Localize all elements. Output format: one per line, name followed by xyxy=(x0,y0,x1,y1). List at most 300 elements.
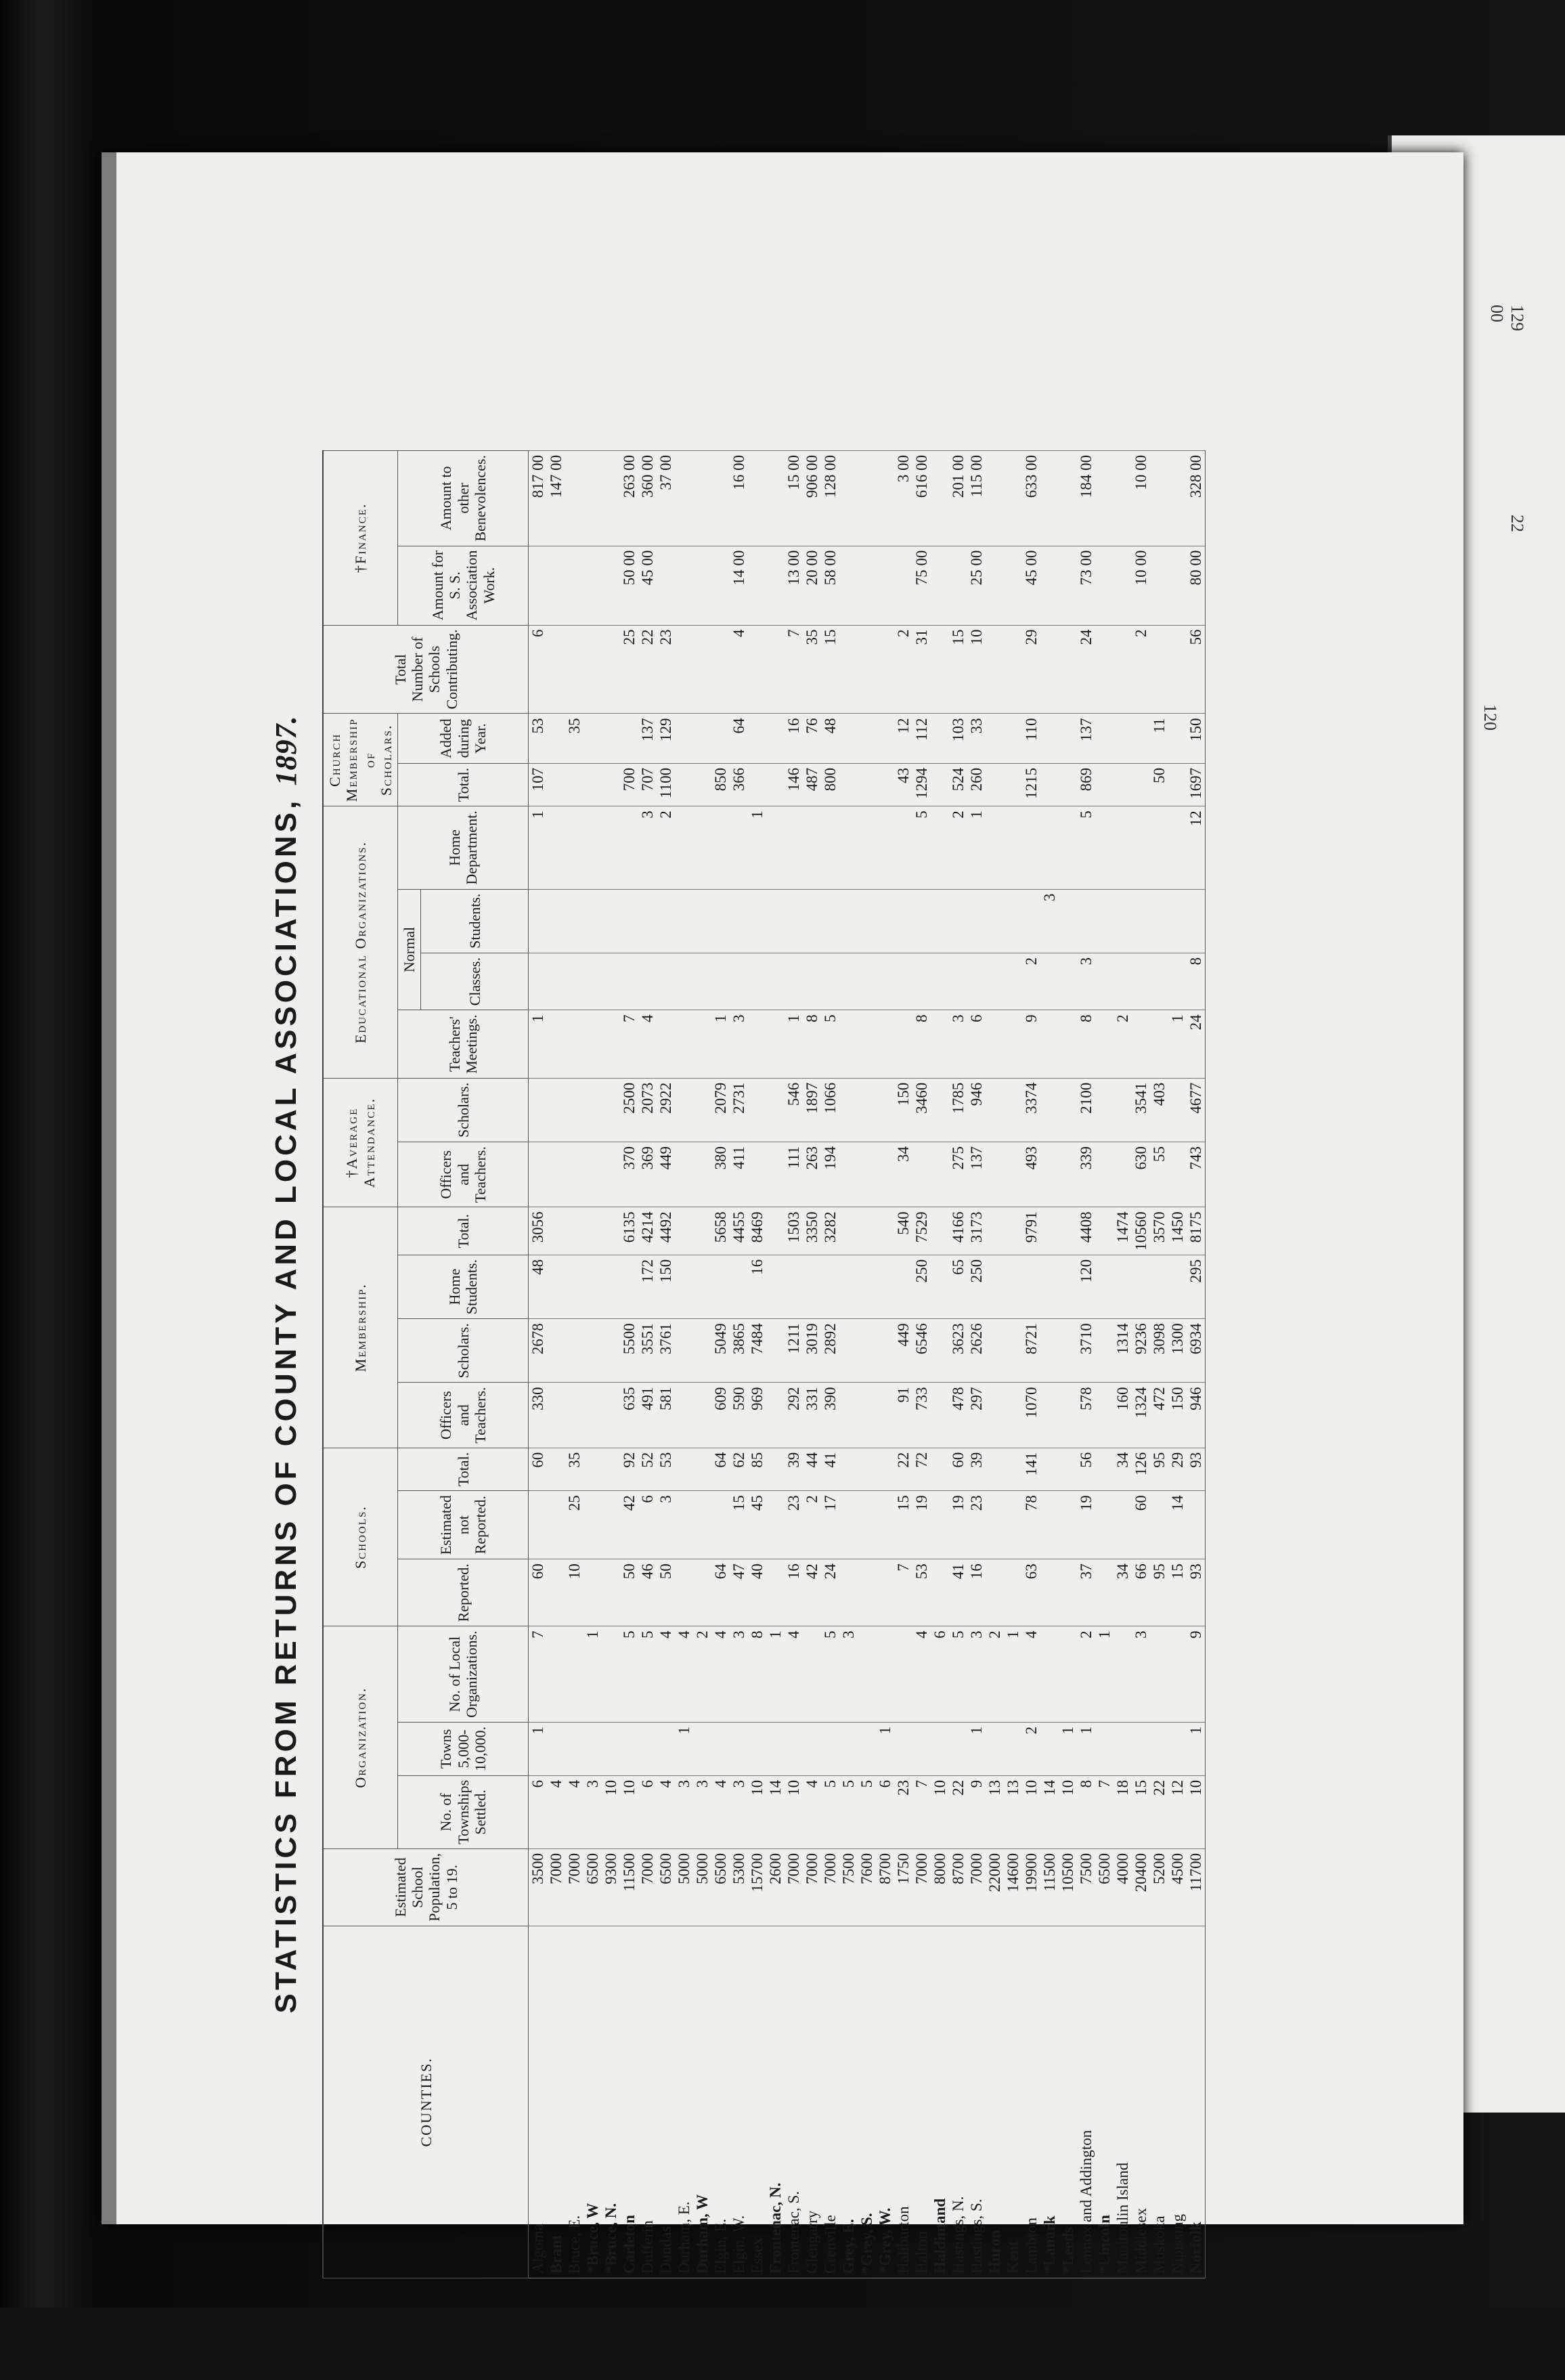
table-row xyxy=(529,451,548,2278)
table-cell xyxy=(748,1078,766,1142)
table-cell xyxy=(1132,714,1150,763)
table-cell: 19900 xyxy=(1022,1848,1040,1926)
table-cell: 141 xyxy=(1022,1448,1040,1490)
table-cell xyxy=(748,451,766,546)
table-cell: 23 xyxy=(967,1491,986,1559)
table-row xyxy=(675,451,693,2278)
table-cell xyxy=(638,1722,657,1775)
table-cell: 8175 xyxy=(1187,1207,1206,1255)
table-cell: 1 xyxy=(876,1722,894,1775)
table-cell xyxy=(1095,1319,1114,1383)
table-cell: 10 00 xyxy=(1132,546,1150,625)
table-cell: 3623 xyxy=(949,1319,967,1383)
table-cell xyxy=(876,806,894,889)
table-cell: 2 xyxy=(1077,1626,1095,1723)
table-cell xyxy=(748,763,766,806)
table-cell: 9 xyxy=(1022,1010,1040,1078)
table-cell: 23 xyxy=(785,1491,803,1559)
table-cell xyxy=(1059,1207,1077,1255)
table-cell xyxy=(711,714,730,763)
table-cell xyxy=(711,806,730,889)
table-cell: 64 xyxy=(711,1448,730,1490)
table-cell xyxy=(711,1722,730,1775)
table-cell: 24 xyxy=(821,1559,839,1626)
table-cell xyxy=(1187,889,1206,953)
table-cell xyxy=(583,806,602,889)
table-cell: 411 xyxy=(730,1142,748,1207)
table-cell: 5500 xyxy=(620,1319,638,1383)
table-cell: 35 xyxy=(803,625,821,714)
county-name: Muskoka xyxy=(1150,1926,1168,2278)
table-cell: 19 xyxy=(912,1491,931,1559)
table-cell xyxy=(839,889,858,953)
table-cell xyxy=(1168,546,1187,625)
table-cell xyxy=(1059,1255,1077,1318)
table-cell xyxy=(803,1255,821,1318)
table-cell xyxy=(547,953,565,1010)
table-cell xyxy=(1059,1010,1077,1078)
table-cell xyxy=(876,763,894,806)
table-cell: 8700 xyxy=(949,1848,967,1926)
table-cell: 4408 xyxy=(1077,1207,1095,1255)
table-cell xyxy=(547,1010,565,1078)
table-cell xyxy=(1059,1559,1077,1626)
table-cell xyxy=(1150,451,1168,546)
table-cell xyxy=(858,1559,876,1626)
table-row xyxy=(967,451,986,2278)
table-cell xyxy=(1095,1448,1114,1490)
table-cell: 11700 xyxy=(1187,1848,1206,1926)
table-cell: 1 xyxy=(967,1722,986,1775)
table-cell xyxy=(620,1722,638,1775)
table-cell: 23 xyxy=(894,1775,912,1848)
table-cell: 34 xyxy=(1114,1448,1132,1490)
table-cell xyxy=(730,806,748,889)
table-cell xyxy=(876,1626,894,1723)
table-cell: 1211 xyxy=(785,1319,803,1383)
table-cell: 260 xyxy=(967,763,986,806)
table-cell xyxy=(839,546,858,625)
table-cell xyxy=(693,1448,711,1490)
table-cell: 7000 xyxy=(785,1848,803,1926)
table-cell xyxy=(583,1078,602,1142)
table-cell: 5 xyxy=(839,1775,858,1848)
table-cell xyxy=(931,625,949,714)
table-cell xyxy=(748,546,766,625)
table-cell xyxy=(620,889,638,953)
table-cell xyxy=(1040,763,1059,806)
table-row xyxy=(1132,451,1150,2278)
table-cell xyxy=(583,889,602,953)
table-cell xyxy=(1040,1722,1059,1775)
table-cell xyxy=(1059,451,1077,546)
table-cell xyxy=(894,546,912,625)
table-cell xyxy=(602,953,620,1010)
table-cell: 56 xyxy=(1077,1448,1095,1490)
table-cell: 3 xyxy=(583,1775,602,1848)
table-cell: 339 xyxy=(1077,1142,1095,1207)
table-cell xyxy=(1004,1142,1022,1207)
table-cell: 1324 xyxy=(1132,1383,1150,1448)
table-cell xyxy=(1004,714,1022,763)
table-cell: 800 xyxy=(821,763,839,806)
county-name: *Lanark xyxy=(1040,1926,1059,2278)
table-cell: 5 xyxy=(1077,806,1095,889)
table-cell xyxy=(839,1010,858,1078)
table-cell xyxy=(583,1010,602,1078)
table-cell xyxy=(1095,1078,1114,1142)
table-cell: 10 xyxy=(1022,1775,1040,1848)
table-cell xyxy=(766,714,785,763)
table-cell: 7 xyxy=(1095,1775,1114,1848)
table-cell xyxy=(931,1448,949,1490)
table-cell xyxy=(675,1559,693,1626)
table-cell: 13 xyxy=(986,1775,1004,1848)
table-cell xyxy=(1132,806,1150,889)
table-cell: 7 xyxy=(894,1559,912,1626)
table-cell: 126 xyxy=(1132,1448,1150,1490)
table-cell xyxy=(1004,1010,1022,1078)
table-cell: 4166 xyxy=(949,1207,967,1255)
table-cell: 1300 xyxy=(1168,1319,1187,1383)
table-cell: 369 xyxy=(638,1142,657,1207)
table-cell: 2073 xyxy=(638,1078,657,1142)
table-row xyxy=(1114,451,1132,2278)
table-cell xyxy=(602,1559,620,1626)
table-cell xyxy=(657,953,675,1010)
table-cell xyxy=(711,889,730,953)
table-cell xyxy=(931,953,949,1010)
table-cell xyxy=(711,953,730,1010)
table-cell: 449 xyxy=(894,1319,912,1383)
table-cell xyxy=(1168,1626,1187,1723)
table-cell: 328 00 xyxy=(1187,451,1206,546)
table-cell: 5 xyxy=(821,1775,839,1848)
col-amount-other: Amount to other Benevolences. xyxy=(398,451,529,546)
table-cell xyxy=(1095,763,1114,806)
table-cell: 331 xyxy=(803,1383,821,1448)
county-name: Haliburton xyxy=(894,1926,912,2278)
table-cell xyxy=(602,451,620,546)
col-counties: COUNTIES. xyxy=(323,1926,529,2278)
table-cell: 1 xyxy=(1059,1722,1077,1775)
table-cell xyxy=(1022,1255,1040,1318)
table-cell: 16 xyxy=(785,1559,803,1626)
table-cell xyxy=(931,1142,949,1207)
table-cell: 72 xyxy=(912,1448,931,1490)
table-cell xyxy=(839,1491,858,1559)
table-cell xyxy=(583,451,602,546)
table-cell xyxy=(839,1255,858,1318)
table-cell: 8721 xyxy=(1022,1319,1040,1383)
table-cell xyxy=(1040,1010,1059,1078)
table-cell xyxy=(1150,1626,1168,1723)
table-cell: 50 00 xyxy=(620,546,638,625)
col-schools-total: Total. xyxy=(398,1448,529,1490)
table-cell xyxy=(547,546,565,625)
table-cell xyxy=(931,451,949,546)
table-cell: 11500 xyxy=(1040,1848,1059,1926)
table-cell xyxy=(565,953,583,1010)
table-cell: 546 xyxy=(785,1078,803,1142)
table-cell: 707 xyxy=(638,763,657,806)
table-cell xyxy=(693,1255,711,1318)
table-cell xyxy=(803,889,821,953)
table-cell xyxy=(565,625,583,714)
table-cell: 633 00 xyxy=(1022,451,1040,546)
table-cell: 1 xyxy=(748,806,766,889)
table-cell xyxy=(583,625,602,714)
table-row xyxy=(1059,451,1077,2278)
table-cell: 3056 xyxy=(529,1207,548,1255)
table-cell xyxy=(1168,953,1187,1010)
table-cell xyxy=(547,763,565,806)
table-cell xyxy=(1040,953,1059,1010)
table-cell: 103 xyxy=(949,714,967,763)
table-cell xyxy=(1004,1722,1022,1775)
county-name: Norfolk xyxy=(1187,1926,1206,2278)
table-cell xyxy=(858,1010,876,1078)
table-cell xyxy=(602,1722,620,1775)
table-cell xyxy=(858,1448,876,1490)
table-cell xyxy=(876,1491,894,1559)
table-cell xyxy=(1150,953,1168,1010)
table-cell: 14 00 xyxy=(730,546,748,625)
table-cell xyxy=(1114,1142,1132,1207)
table-cell xyxy=(931,1078,949,1142)
table-cell: 5 xyxy=(638,1626,657,1723)
table-cell xyxy=(1168,1722,1187,1775)
table-cell xyxy=(748,625,766,714)
table-cell: 8469 xyxy=(748,1207,766,1255)
table-row xyxy=(547,451,565,2278)
table-cell xyxy=(693,546,711,625)
table-cell xyxy=(529,1078,548,1142)
table-cell xyxy=(547,1255,565,1318)
table-cell xyxy=(766,889,785,953)
table-cell xyxy=(876,1448,894,1490)
table-cell xyxy=(766,806,785,889)
table-cell xyxy=(602,546,620,625)
table-cell: 4000 xyxy=(1114,1848,1132,1926)
table-cell: 578 xyxy=(1077,1383,1095,1448)
table-cell: 128 00 xyxy=(821,451,839,546)
table-cell xyxy=(529,953,548,1010)
table-cell: 17 xyxy=(821,1491,839,1559)
table-cell xyxy=(912,1722,931,1775)
table-cell xyxy=(748,1722,766,1775)
table-cell xyxy=(748,714,766,763)
table-cell xyxy=(1114,625,1132,714)
county-name: *Lincoln xyxy=(1095,1926,1114,2278)
table-cell xyxy=(1004,889,1022,953)
county-name: *Bruce, N. xyxy=(602,1926,620,2278)
table-cell: 4500 xyxy=(1168,1848,1187,1926)
table-cell xyxy=(858,763,876,806)
table-cell: 1897 xyxy=(803,1078,821,1142)
table-cell: 1 xyxy=(529,806,548,889)
table-cell xyxy=(583,1319,602,1383)
table-cell: 1 xyxy=(1004,1626,1022,1723)
table-cell: 524 xyxy=(949,763,967,806)
county-name: Brant xyxy=(547,1926,565,2278)
table-cell xyxy=(1040,1491,1059,1559)
table-cell: 64 xyxy=(711,1559,730,1626)
table-cell: 43 xyxy=(894,763,912,806)
table-cell: 60 xyxy=(529,1448,548,1490)
table-cell xyxy=(839,1559,858,1626)
county-name: *Grey, W. xyxy=(876,1926,894,2278)
table-cell: 10 00 xyxy=(1132,451,1150,546)
table-cell xyxy=(547,625,565,714)
table-cell: 2079 xyxy=(711,1078,730,1142)
table-cell xyxy=(1040,1207,1059,1255)
table-cell xyxy=(565,763,583,806)
table-row xyxy=(602,451,620,2278)
table-cell xyxy=(583,1207,602,1255)
table-cell xyxy=(1114,546,1132,625)
table-cell: 16 xyxy=(967,1559,986,1626)
table-cell xyxy=(839,1078,858,1142)
table-cell: 45 00 xyxy=(1022,546,1040,625)
table-cell: 6135 xyxy=(620,1207,638,1255)
table-cell: 9300 xyxy=(602,1848,620,1926)
table-cell: 14 xyxy=(1168,1491,1187,1559)
table-cell xyxy=(1004,763,1022,806)
table-cell: 15700 xyxy=(748,1848,766,1926)
table-cell: 146 xyxy=(785,763,803,806)
table-cell: 6500 xyxy=(657,1848,675,1926)
table-cell xyxy=(876,1255,894,1318)
col-att-scholars: Scholars. xyxy=(398,1078,529,1142)
table-cell: 3 xyxy=(1040,889,1059,953)
table-cell xyxy=(547,1491,565,1559)
table-cell: 25 xyxy=(565,1491,583,1559)
table-cell: 150 xyxy=(657,1255,675,1318)
table-cell xyxy=(1168,1142,1187,1207)
table-cell: 390 xyxy=(821,1383,839,1448)
table-cell: 3282 xyxy=(821,1207,839,1255)
table-row xyxy=(1004,451,1022,2278)
table-cell xyxy=(931,889,949,953)
table-cell xyxy=(1168,889,1187,953)
table-cell: 4 xyxy=(657,1626,675,1723)
table-cell: 13 xyxy=(1004,1775,1022,1848)
county-name: Durham, E. xyxy=(675,1926,693,2278)
table-cell xyxy=(949,546,967,625)
table-cell xyxy=(785,806,803,889)
table-cell: 25 00 xyxy=(967,546,986,625)
table-cell: 12 xyxy=(1187,806,1206,889)
table-cell: 39 xyxy=(967,1448,986,1490)
table-cell xyxy=(931,1010,949,1078)
table-cell xyxy=(785,889,803,953)
table-cell: 15 xyxy=(821,625,839,714)
table-cell: 42 xyxy=(620,1491,638,1559)
table-cell: 581 xyxy=(657,1383,675,1448)
table-cell xyxy=(1004,1559,1022,1626)
table-cell: 1503 xyxy=(785,1207,803,1255)
table-cell: 370 xyxy=(620,1142,638,1207)
table-cell xyxy=(730,1722,748,1775)
table-cell: 6 xyxy=(638,1491,657,1559)
table-cell xyxy=(1040,1255,1059,1318)
table-cell: 111 xyxy=(785,1142,803,1207)
table-cell xyxy=(1040,1383,1059,1448)
table-cell xyxy=(986,1010,1004,1078)
table-cell xyxy=(986,953,1004,1010)
table-cell xyxy=(1168,451,1187,546)
table-cell xyxy=(620,714,638,763)
table-cell: 540 xyxy=(894,1207,912,1255)
table-row xyxy=(1150,451,1168,2278)
table-cell: 7500 xyxy=(1077,1848,1095,1926)
table-cell: 53 xyxy=(657,1448,675,1490)
table-cell: 53 xyxy=(912,1559,931,1626)
table-cell: 91 xyxy=(894,1383,912,1448)
table-cell: 250 xyxy=(912,1255,931,1318)
table-cell xyxy=(766,1207,785,1255)
table-cell xyxy=(876,1142,894,1207)
table-cell: 1066 xyxy=(821,1078,839,1142)
col-contributing: Total Number of Schools Contributing. xyxy=(323,625,529,714)
table-row xyxy=(912,451,931,2278)
table-cell xyxy=(858,953,876,1010)
table-cell xyxy=(583,546,602,625)
table-row xyxy=(1095,451,1114,2278)
table-cell: 33 xyxy=(967,714,986,763)
table-cell: 8700 xyxy=(876,1848,894,1926)
table-cell: 5200 xyxy=(1150,1848,1168,1926)
table-cell: 5 xyxy=(949,1626,967,1723)
table-cell: 2731 xyxy=(730,1078,748,1142)
table-cell xyxy=(565,546,583,625)
table-cell xyxy=(583,1255,602,1318)
table-cell xyxy=(931,806,949,889)
table-cell: 7 xyxy=(620,1010,638,1078)
col-reported: Reported. xyxy=(398,1559,529,1626)
table-cell: 15 xyxy=(1168,1559,1187,1626)
table-cell xyxy=(1095,1142,1114,1207)
table-cell xyxy=(675,451,693,546)
table-cell: 8 xyxy=(1077,1775,1095,1848)
group-membership: Membership. xyxy=(323,1207,398,1448)
table-cell: 2 xyxy=(657,806,675,889)
table-cell: 65 xyxy=(949,1255,967,1318)
table-cell xyxy=(876,1559,894,1626)
group-organization: Organization. xyxy=(323,1626,398,1849)
table-cell: 150 xyxy=(1168,1383,1187,1448)
table-cell xyxy=(766,1319,785,1383)
table-cell xyxy=(1004,1448,1022,1490)
table-cell xyxy=(766,1255,785,1318)
table-cell: 10560 xyxy=(1132,1207,1150,1255)
table-cell xyxy=(565,1142,583,1207)
table-cell: 2600 xyxy=(766,1848,785,1926)
table-cell: 2100 xyxy=(1077,1078,1095,1142)
table-cell xyxy=(675,1255,693,1318)
table-cell xyxy=(1095,1207,1114,1255)
table-cell: 23 xyxy=(657,625,675,714)
table-cell: 743 xyxy=(1187,1142,1206,1207)
table-cell xyxy=(931,546,949,625)
table-cell xyxy=(675,1078,693,1142)
table-cell xyxy=(876,451,894,546)
group-attendance: †Average Attendance. xyxy=(323,1078,398,1207)
facing-page-fragment: 22 xyxy=(1507,515,1527,532)
table-cell: 44 xyxy=(803,1448,821,1490)
table-cell: 1070 xyxy=(1022,1383,1040,1448)
